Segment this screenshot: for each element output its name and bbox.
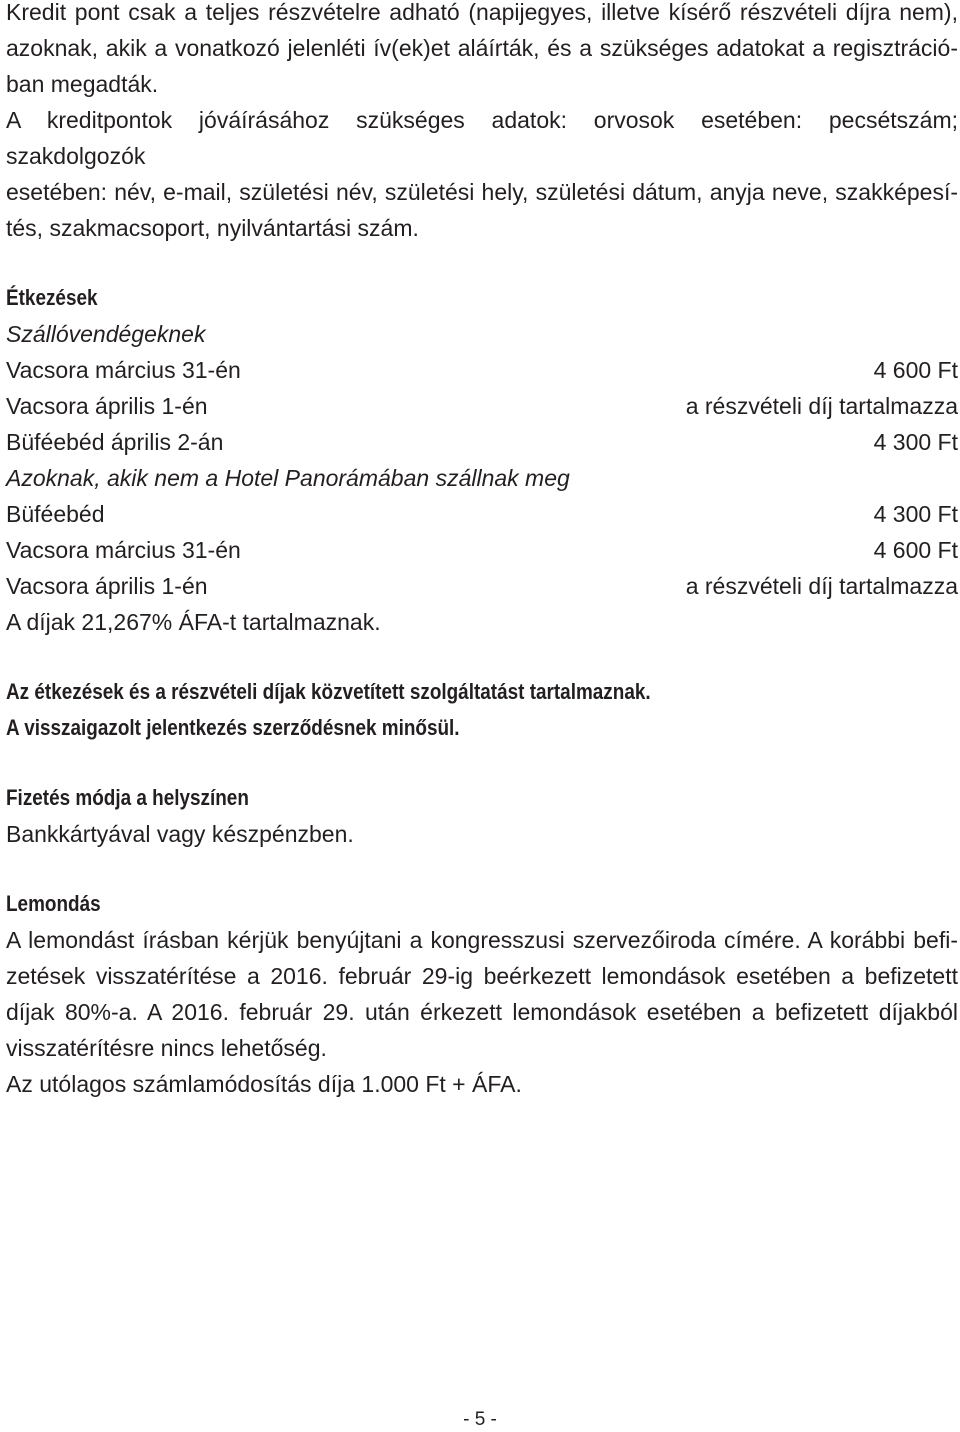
non-guests-label: Azoknak, akik nem a Hotel Panorámában szállnak meg [6, 465, 570, 491]
service-notice [6, 674, 958, 746]
hotel-guests-label: Szállóvendégeknek [6, 321, 206, 347]
meal-row [6, 496, 958, 532]
meal-row [6, 532, 958, 568]
text-line: visszatérítésre nincs lehetőség. [6, 1035, 327, 1061]
meal-item: Vacsora március 31-én [6, 537, 241, 563]
text-line: díjak 80%-a. A 2016. február 29. után érkezett lemondások esetében a befizetett díjakból [6, 999, 958, 1025]
notice-line: A visszaigazolt jelentkezés szerződésnek minősül. [6, 715, 460, 740]
page-number: - 5 - [463, 1409, 497, 1430]
meal-item: Büféebéd [6, 501, 105, 527]
text-line: tés, szakmacsoport, nyilvántartási szám. [6, 215, 419, 241]
payment-text: Bankkártyával vagy készpénzben. [6, 821, 354, 847]
payment-section [6, 780, 958, 852]
meal-row [6, 352, 958, 388]
text-line: Kredit pont csak a teljes részvételre adható (napijegyes, illetve kísérő részvételi díjra nem), [6, 0, 958, 25]
meal-row [6, 424, 958, 460]
meal-item: Vacsora április 1-én [6, 573, 208, 599]
text-line: azoknak, akik a vonatkozó jelenléti ív(ek)et aláírták, és a szükséges adatokat a regisztráció- [6, 35, 958, 61]
vat-note: A díjak 21,267% ÁFA-t tartalmaznak. [6, 609, 381, 635]
text-line: ban megadták. [6, 71, 159, 97]
text-line: esetében: név, e-mail, születési név, születési hely, születési dátum, anyja neve, szakképesí- [6, 179, 958, 205]
meals-section [6, 280, 958, 640]
meal-price: a részvételi díj tartalmazza [685, 573, 958, 599]
section-heading-meals: Étkezések [6, 285, 98, 310]
meal-price: 4 600 Ft [873, 537, 958, 563]
meal-row [6, 568, 958, 604]
meal-item: Büféebéd április 2-án [6, 429, 224, 455]
meal-row [6, 388, 958, 424]
invoice-fee-note: Az utólagos számlamódosítás díja 1.000 Ft + ÁFA. [6, 1071, 522, 1097]
meal-item: Vacsora április 1-én [6, 393, 208, 419]
text-line: A lemondást írásban kérjük benyújtani a kongresszusi szervezőiroda címére. A korábbi befi- [6, 927, 958, 953]
text-line: A kreditpontok jóváírásához szükséges adatok: orvosok esetében: pecsétszám; szakdolgozók [6, 107, 958, 169]
meal-price: a részvételi díj tartalmazza [685, 393, 958, 419]
credit-info-paragraph [6, 0, 958, 246]
cancellation-section [6, 886, 958, 1102]
document-page [6, 0, 958, 1102]
section-heading-cancellation: Lemondás [6, 891, 101, 916]
text-line: zetések visszatérítése a 2016. február 29-ig beérkezett lemondások esetében a befizetett [6, 963, 958, 989]
meal-price: 4 300 Ft [873, 429, 958, 455]
notice-line: Az étkezések és a részvételi díjak közvetített szolgáltatást tartalmaznak. [6, 679, 651, 704]
meal-price: 4 300 Ft [873, 501, 958, 527]
meal-item: Vacsora március 31-én [6, 357, 241, 383]
section-heading-payment: Fizetés módja a helyszínen [6, 785, 249, 810]
meal-price: 4 600 Ft [873, 357, 958, 383]
